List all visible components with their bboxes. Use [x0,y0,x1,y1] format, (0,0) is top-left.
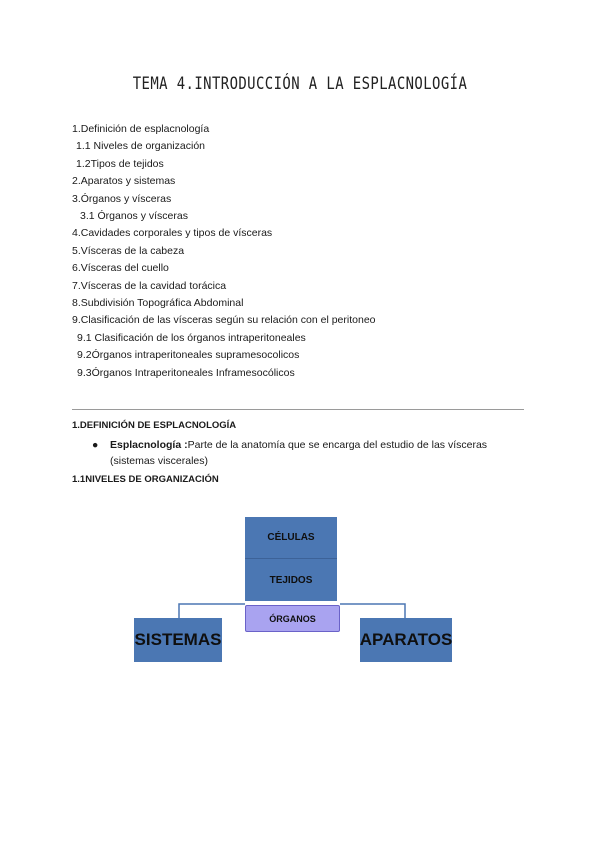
connector-left [179,604,245,618]
diagram-box-aparatos: APARATOS [360,618,452,662]
diagram-box-celulas: CÉLULAS [245,517,337,559]
toc-item: 5.Vísceras de la cabeza [72,244,185,257]
toc-item: 8.Subdivisión Topográfica Abdominal [72,297,244,310]
toc-item: 4.Cavidades corporales y tipos de vísceras [72,227,273,240]
toc-item: 7.Vísceras de la cavidad torácica [72,279,227,292]
diagram-box-organos: ÓRGANOS [245,605,340,632]
connector-right [340,604,405,618]
definition-term: Esplacnología : [110,439,188,451]
toc-item: 6.Vísceras del cuello [72,262,169,275]
page-title: TEMA 4.INTRODUCCIÓN A LA ESPLACNOLOGÍA [132,74,468,94]
toc-item: 9.3Órganos Intraperitoneales Inframesocólicos [77,366,295,379]
toc-item: 1.2Tipos de tejidos [76,157,164,170]
toc-item: 3.1 Órganos y vísceras [80,210,188,223]
section-heading: 1.DEFINICIÓN DE ESPLACNOLOGÍA [72,420,237,431]
toc-item: 3.Órganos y vísceras [72,192,172,205]
toc-item: 1.1 Niveles de organización [76,140,205,153]
definition-body: Parte de la anatomía que se encarga del estudio de las vísceras (sistemas viscerales) [110,439,488,467]
toc-item: 9.2Órganos intraperitoneales supramesocolicos [77,349,300,362]
toc-item: 2.Aparatos y sistemas [72,175,176,188]
toc-item: 9.1 Clasificación de los órganos intraperitoneales [77,331,306,344]
bullet-icon: ● [92,439,99,451]
toc-item: 9.Clasificación de las vísceras según su relación con el peritoneo [72,314,376,327]
diagram-box-sistemas: SISTEMAS [134,618,222,662]
toc-item: 1.Definición de esplacnología [72,123,210,135]
diagram-box-tejidos: TEJIDOS [245,559,337,601]
subsection-heading: 1.1NIVELES DE ORGANIZACIÓN [72,474,219,485]
